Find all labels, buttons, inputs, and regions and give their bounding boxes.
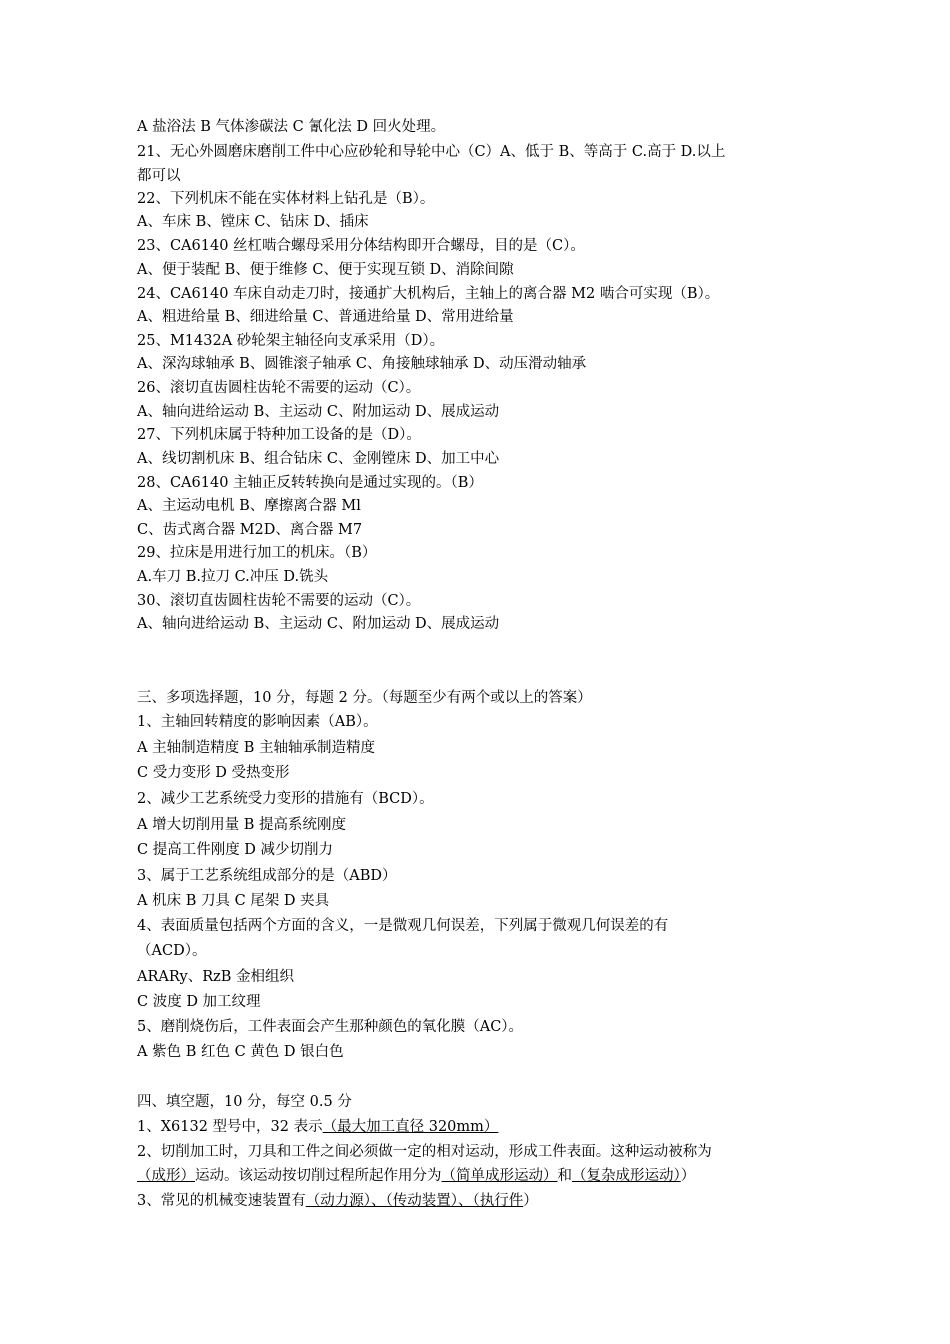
mc-options-4: ARARy、RzB 金相组织 [137,969,295,985]
fill-text: 运动。该运动按切削过程所起作用分为 [195,1168,442,1184]
fill-answer: （复杂成形运动） [572,1168,681,1184]
options-29: A.车刀 B.拉刀 C.冲压 D.铣头 [137,569,329,585]
fill-answer: （传动装置）、（执行件 [385,1193,524,1209]
mc-question-1: 1、主轴回转精度的影响因素（AB）。 [137,714,378,730]
fill-text: 3、常见的机械变速装置有 [137,1193,306,1209]
fill-answer: （动力源）、 [305,1193,386,1209]
fill-answer: （简单成形运动） [441,1168,558,1184]
mc-options-1: C 受力变形 D 受热变形 [137,765,290,781]
mc-question-4-answer: （ACD）。 [137,943,207,959]
question-27: 27、下列机床属于特种加工设备的是（D）。 [137,427,421,443]
mc-options-4: C 波度 D 加工纹理 [137,994,261,1010]
question-26: 26、滚切直齿圆柱齿轮不需要的运动（C）。 [137,380,421,396]
question-21: 21、无心外圆磨床磨削工件中心应砂轮和导轮中心（C）A、低于 B、等高于 C.高于 D.以上 [137,144,726,160]
options-27: A、线切割机床 B、组合钻床 C、金刚镗床 D、加工中心 [137,451,500,467]
fill-answer: （成形） [137,1168,195,1184]
question-30: 30、滚切直齿圆柱齿轮不需要的运动（C）。 [137,593,421,609]
mc-question-2: 2、减少工艺系统受力变形的措施有（BCD）。 [137,791,434,807]
options-23: A、便于装配 B、便于维修 C、便于实现互锁 D、消除间隙 [137,262,514,278]
mc-question-5: 5、磨削烧伤后，工件表面会产生那种颜色的氧化膜（AC）。 [137,1019,524,1035]
question-22: 22、下列机床不能在实体材料上钻孔是（B）。 [137,191,435,207]
mc-options-2: A 增大切削用量 B 提高系统刚度 [137,817,346,833]
fill-question-2-cont [137,1166,837,1186]
fill-question-2: 2、切削加工时，刀具和工件之间必须做一定的相对运动，形成工件表面。这种运动被称为 [137,1144,712,1160]
mc-options-2: C 提高工件刚度 D 减少切削力 [137,842,334,858]
options-28: A、主运动电机 B、摩擦离合器 Ml [137,498,361,514]
fill-text: ） [680,1168,696,1184]
section-title-fill-blank: 四、填空题，10 分，每空 0.5 分 [137,1094,352,1110]
fill-text: 和 [557,1168,572,1184]
text-line: A 盐浴法 B 气体渗碳法 C 氰化法 D 回火处理。 [137,119,446,135]
fill-text: 1、X6132 型号中，32 表示 [137,1119,323,1135]
question-28: 28、CA6140 主轴正反转转换向是通过实现的。（B） [137,475,483,491]
fill-question-3 [137,1191,837,1211]
mc-options-1: A 主轴制造精度 B 主轴轴承制造精度 [137,740,375,756]
section-title-multiple-choice: 三、多项选择题，10 分，每题 2 分。（每题至少有两个或以上的答案） [137,690,592,706]
options-24: A、粗进给量 B、细进给量 C、普通进给量 D、常用进给量 [137,309,514,325]
mc-question-3: 3、属于工艺系统组成部分的是（ABD） [137,868,397,884]
options-30: A、轴向进给运动 B、主运动 C、附加运动 D、展成运动 [137,616,500,632]
question-24: 24、CA6140 车床自动走刀时，接通扩大机构后，主轴上的离合器 M2 啮合可实现（B）。 [137,286,720,302]
options-22: A、车床 B、镗床 C、钻床 D、插床 [137,214,369,230]
fill-answer: （最大加工直径 320mm） [322,1119,499,1135]
fill-question-1 [137,1117,837,1137]
mc-options-3: A 机床 B 刀具 C 尾架 D 夹具 [137,893,330,909]
mc-options-5: A 紫色 B 红色 C 黄色 D 银白色 [137,1044,344,1060]
question-25: 25、M1432A 砂轮架主轴径向支承采用（D）。 [137,333,445,349]
text-line: 都可以 [137,168,181,184]
question-29: 29、拉床是用进行加工的机床。（B） [137,545,377,561]
fill-text: ） [523,1193,538,1209]
options-28: C、齿式离合器 M2D、离合器 M7 [137,522,363,538]
options-25: A、深沟球轴承 B、圆锥滚子轴承 C、角接触球轴承 D、动压滑动轴承 [137,356,587,372]
question-23: 23、CA6140 丝杠啮合螺母采用分体结构即开合螺母，目的是（C）。 [137,238,585,254]
mc-question-4: 4、表面质量包括两个方面的含义，一是微观几何误差，下列属于微观几何误差的有 [137,918,669,934]
options-26: A、轴向进给运动 B、主运动 C、附加运动 D、展成运动 [137,404,500,420]
